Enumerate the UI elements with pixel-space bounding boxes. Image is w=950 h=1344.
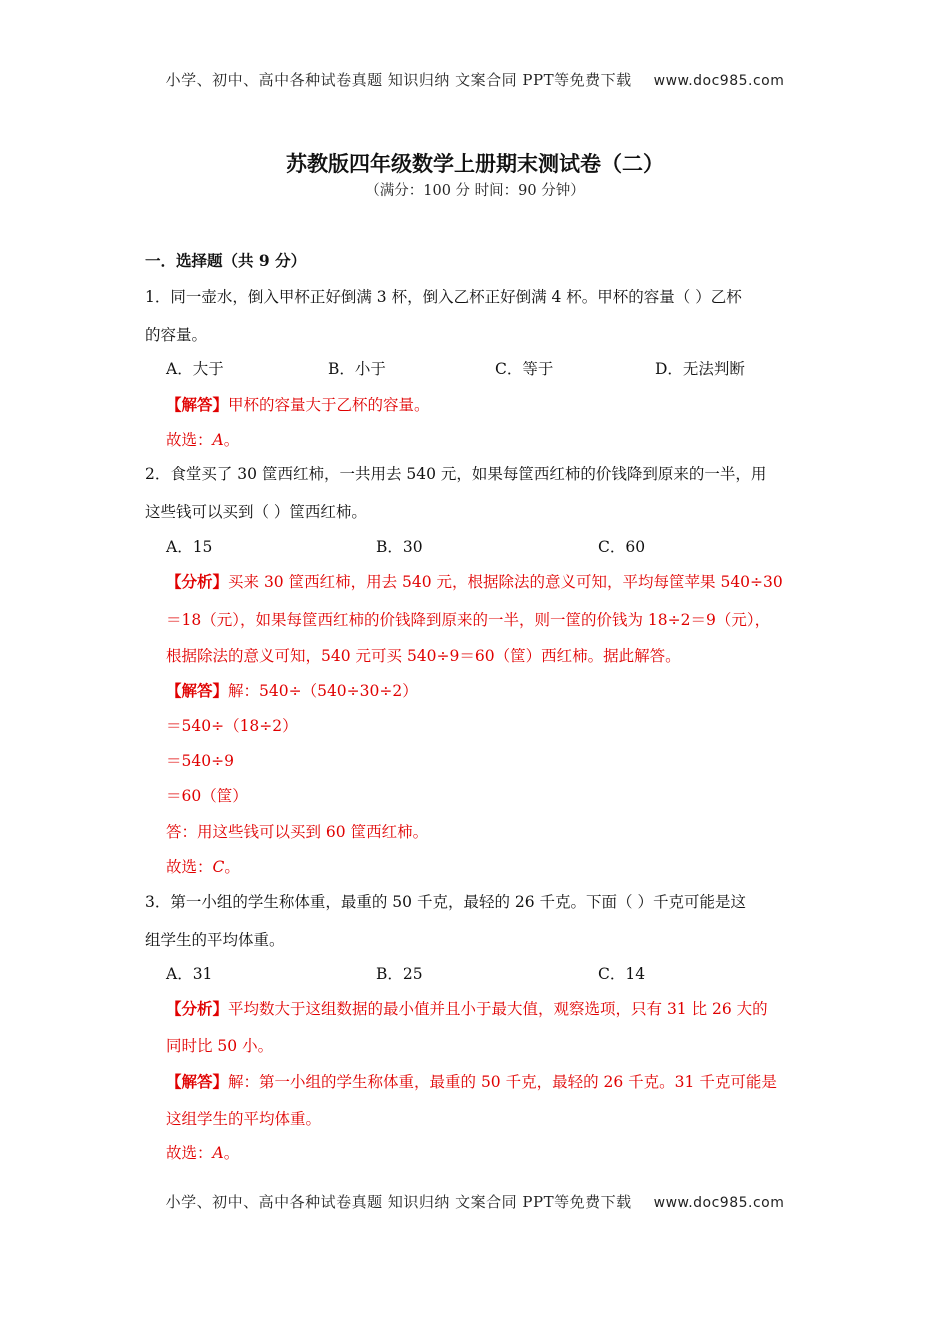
header-site-link[interactable]: www.doc985.com [653, 73, 785, 89]
q3-answer-line-2: 这组学生的平均体重。 [166, 1110, 322, 1128]
q2-answer-line-3: ＝540÷9 [166, 752, 234, 770]
question-3-line-2: 组学生的平均体重。 [145, 931, 285, 949]
q1-option-b: B．小于 [328, 360, 386, 378]
choice-end: 。 [224, 858, 240, 876]
page-header [0, 69, 950, 90]
q2-answer-line-5: 答：用这些钱可以买到 60 筐西红柿。 [166, 823, 429, 841]
q3-option-a: A．31 [166, 965, 213, 983]
footer-tagline: 小学、初中、高中各种试卷真题 知识归纳 文案合同 PPT等免费下载 [165, 1193, 632, 1211]
q3-analysis-line-1 [166, 997, 768, 1019]
page-subtitle: （满分：100 分 时间：90 分钟） [365, 183, 585, 199]
q3-option-b: B．25 [376, 965, 423, 983]
q1-option-c: C．等于 [495, 360, 554, 378]
choice-letter: C [212, 858, 225, 876]
q2-answer-line-2: ＝540÷（18÷2） [166, 717, 298, 735]
q2-option-c: C．60 [598, 538, 646, 556]
q3-option-c: C．14 [598, 965, 646, 983]
choice-prefix: 故选： [166, 431, 213, 449]
question-2-line-2: 这些钱可以买到（ ）筐西红柿。 [145, 503, 367, 521]
answer-text: 甲杯的容量大于乙杯的容量。 [228, 396, 430, 414]
q2-analysis-line-3: 根据除法的意义可知，540 元可买 540÷9＝60（筐）西红柿。据此解答。 [166, 647, 681, 665]
choice-prefix: 故选： [166, 858, 213, 876]
q2-analysis-line-1 [166, 570, 783, 592]
q2-choice [166, 855, 240, 877]
answer-tag: 【解答】 [166, 1072, 229, 1091]
choice-letter: A [212, 1144, 224, 1162]
q1-option-a: A．大于 [166, 360, 224, 378]
choice-prefix: 故选： [166, 1144, 213, 1162]
q2-option-b: B．30 [376, 538, 423, 556]
section-heading: 一．选择题（共 9 分） [145, 251, 307, 270]
q3-answer-line-1 [166, 1070, 777, 1092]
question-1-line-1: 1．同一壶水，倒入甲杯正好倒满 3 杯，倒入乙杯正好倒满 4 杯。甲杯的容量（ ）乙杯 [145, 288, 742, 306]
answer-tag: 【解答】 [166, 681, 229, 700]
answer-text: 解：540÷（540÷30÷2） [228, 682, 418, 700]
answer-tag: 【解答】 [166, 395, 229, 414]
q1-option-d: D．无法判断 [655, 360, 745, 378]
analysis-tag: 【分析】 [166, 999, 229, 1018]
q2-analysis-line-2: ＝18（元），如果每筐西红柿的价钱降到原来的一半，则一筐的价钱为 18÷2＝9（元）， [166, 611, 771, 629]
q1-choice [166, 428, 239, 450]
analysis-text: 买来 30 筐西红柿，用去 540 元，根据除法的意义可知，平均每筐苹果 540÷30 [228, 573, 783, 591]
choice-letter: A [212, 431, 224, 449]
footer-site-link[interactable]: www.doc985.com [653, 1195, 785, 1211]
q3-analysis-line-2: 同时比 50 小。 [166, 1037, 274, 1055]
question-3-line-1: 3．第一小组的学生称体重，最重的 50 千克，最轻的 26 千克。下面（ ）千克可能是这 [145, 893, 746, 911]
q2-answer-line-4: ＝60（筐） [166, 787, 248, 805]
analysis-text: 平均数大于这组数据的最小值并且小于最大值，观察选项，只有 31 比 26 大的 [228, 1000, 768, 1018]
question-1-line-2: 的容量。 [145, 326, 208, 344]
q2-option-a: A．15 [166, 538, 213, 556]
page-footer [0, 1191, 950, 1212]
analysis-tag: 【分析】 [166, 572, 229, 591]
header-tagline: 小学、初中、高中各种试卷真题 知识归纳 文案合同 PPT等免费下载 [165, 71, 632, 89]
q1-answer [166, 393, 430, 415]
page-title: 苏教版四年级数学上册期末测试卷（二） [286, 152, 664, 176]
choice-end: 。 [223, 1144, 240, 1162]
answer-text: 解：第一小组的学生称体重，最重的 50 千克，最轻的 26 千克。31 千克可能是 [228, 1073, 777, 1091]
q2-answer-line-1 [166, 679, 418, 701]
question-2-line-1: 2．食堂买了 30 筐西红柿，一共用去 540 元，如果每筐西红柿的价钱降到原来的一半，用 [145, 465, 767, 483]
q3-choice [166, 1141, 239, 1163]
choice-end: 。 [223, 431, 240, 449]
